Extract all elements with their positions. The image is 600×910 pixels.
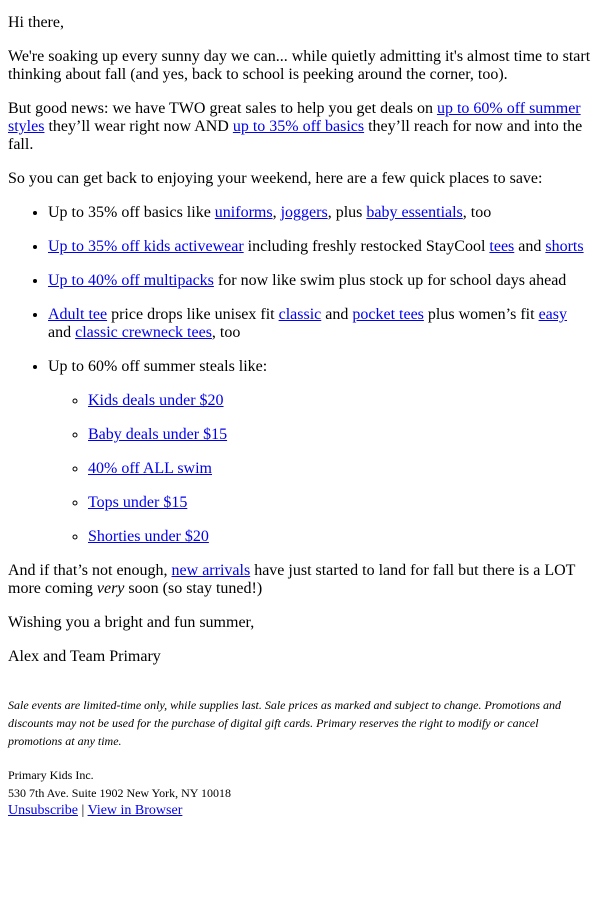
shorties-link[interactable]: Shorties under $20 (88, 528, 209, 545)
easy-link[interactable]: easy (538, 306, 568, 323)
tops-link[interactable]: Tops under $15 (88, 494, 188, 511)
sales-text-mid: they’ll wear right now AND (44, 118, 233, 135)
emphasis-text: very (96, 580, 125, 597)
kids-activewear-link[interactable]: Up to 35% off kids activewear (48, 238, 244, 255)
sublist-item (88, 528, 592, 546)
arrivals-text-mid: have just started to land for fall but there is a LOT more coming (8, 562, 576, 597)
basics-link[interactable]: up to 35% off basics (232, 118, 365, 135)
arrivals-text-pre: And if that’s not enough, (8, 562, 172, 579)
multipacks-link[interactable]: Up to 40% off multipacks (48, 272, 214, 289)
greeting: Hi there, (8, 14, 64, 31)
baby-deals-link[interactable]: Baby deals under $15 (88, 426, 228, 443)
sales-text-post: they’ll reach for now and into the fall. (8, 118, 583, 153)
price-drops-text: price drops like unisex fit (107, 306, 279, 323)
signoff: Alex and Team Primary (8, 648, 161, 665)
classic-crewneck-tees-link[interactable]: classic crewneck tees (75, 324, 212, 341)
adult-tee-link[interactable]: Adult tee (48, 306, 108, 323)
company-name: Primary Kids Inc. (8, 768, 94, 782)
intro-paragraph: We're soaking up every sunny day we can... while quietly admitting it's almost time to start thinking about fall (and yes, back to school is peeking around the corner, too). (8, 48, 591, 83)
tees-link[interactable]: tees (489, 238, 515, 255)
arrivals-text-post: soon (so stay tuned!) (124, 580, 263, 597)
list-item-adult-tee (48, 306, 592, 342)
summer-steals-sublist (48, 392, 592, 546)
swim-link[interactable]: 40% off ALL swim (88, 460, 212, 477)
arrivals-paragraph (8, 562, 592, 598)
separator-text: , (272, 204, 281, 221)
wishing-line: Wishing you a bright and fun summer, (8, 614, 255, 631)
company-address: 530 7th Ave. Suite 1902 New York, NY 10018 (8, 786, 232, 800)
pocket-tees-link[interactable]: pocket tees (352, 306, 424, 323)
classic-link[interactable]: classic (278, 306, 322, 323)
summer-styles-link[interactable]: up to 60% off summer styles (8, 100, 581, 135)
footer-separator: | (78, 803, 88, 818)
unsubscribe-link[interactable]: Unsubscribe (8, 803, 78, 818)
shorts-link[interactable]: shorts (545, 238, 584, 255)
joggers-link[interactable]: joggers (280, 204, 328, 221)
new-arrivals-link[interactable]: new arrivals (171, 562, 251, 579)
sublist-item (88, 426, 592, 444)
footer (8, 766, 592, 820)
footer-links (8, 802, 592, 820)
list-item-summer-steals (48, 358, 592, 546)
sublist-item (88, 494, 592, 512)
womens-fit-text: plus women’s fit (423, 306, 539, 323)
too-text: , too (211, 324, 241, 341)
and-text: and (321, 306, 353, 323)
basics-text: Up to 35% off basics like (48, 204, 215, 221)
sales-paragraph (8, 100, 592, 154)
sales-text-pre: But good news: we have TWO great sales to help you get deals on (8, 100, 437, 117)
and-text: and (48, 324, 76, 341)
activewear-text: including freshly restocked StayCool (243, 238, 490, 255)
uniforms-link[interactable]: uniforms (214, 204, 273, 221)
plus-text: , plus (327, 204, 367, 221)
sublist-item (88, 392, 592, 410)
baby-essentials-link[interactable]: baby essentials (366, 204, 463, 221)
summer-steals-text: Up to 60% off summer steals like: (48, 358, 268, 375)
legal-disclaimer: Sale events are limited-time only, while supplies last. Sale prices as marked and subject to change. Promotions and discounts may not be used for the purchase of digital gift cards. Primary reserves the right to modify or cancel promotions at any time. (8, 698, 562, 748)
list-item-basics (48, 204, 592, 222)
list-item-activewear (48, 238, 592, 256)
kids-deals-link[interactable]: Kids deals under $20 (88, 392, 224, 409)
list-item-multipacks (48, 272, 592, 290)
view-in-browser-link[interactable]: View in Browser (87, 803, 183, 818)
multipacks-text: for now like swim plus stock up for school days ahead (213, 272, 567, 289)
sublist-item (88, 460, 592, 478)
quick-places-intro: So you can get back to enjoying your weekend, here are a few quick places to save: (8, 170, 543, 187)
and-text: and (514, 238, 546, 255)
savings-list (8, 204, 592, 546)
too-text: , too (462, 204, 492, 221)
